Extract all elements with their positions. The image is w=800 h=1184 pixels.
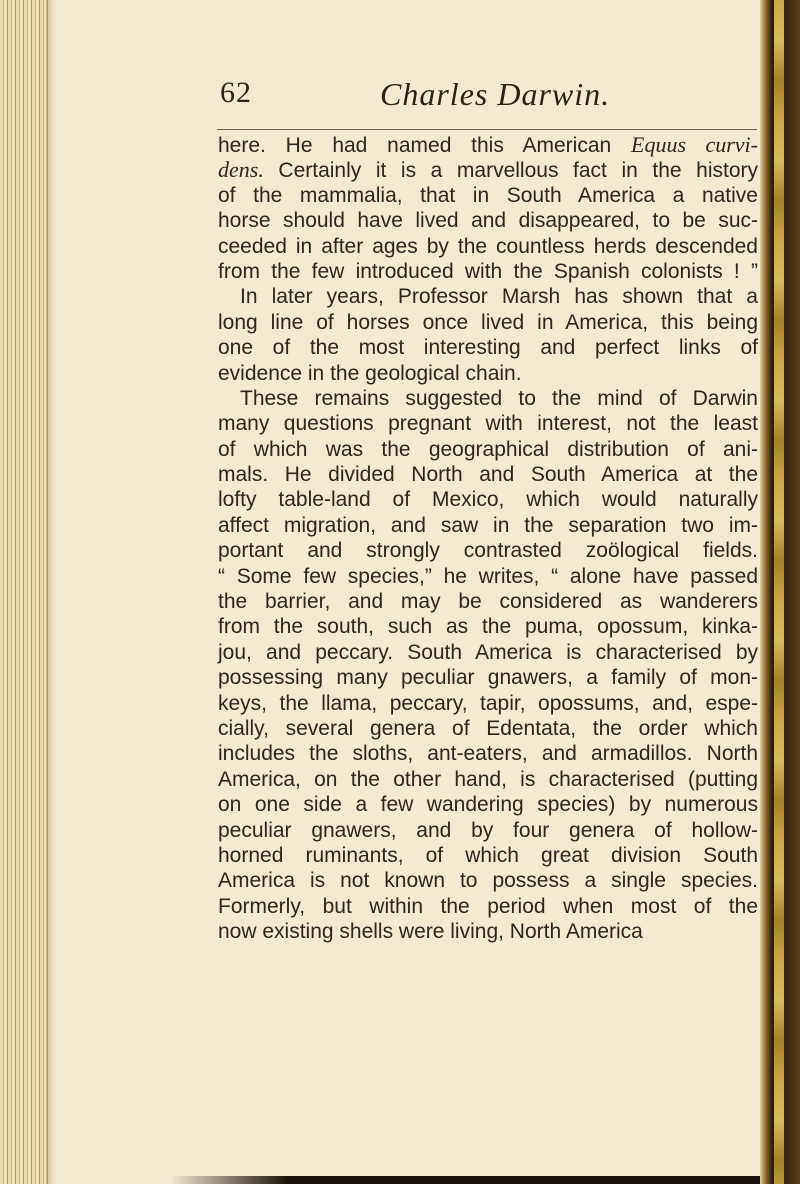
text-run: jou, and peccary. South America is characterised by <box>218 640 758 664</box>
text-run: peculiar gnawers, and by four genera of hollow- <box>218 818 758 842</box>
text-run: now existing shells were living, North America <box>218 920 643 944</box>
page-number: 62 <box>220 76 252 109</box>
text-run: one of the most interesting and perfect links of <box>218 336 758 360</box>
text-line <box>218 335 758 360</box>
text-line <box>218 665 758 690</box>
text-line <box>218 132 758 157</box>
header-rule <box>217 129 757 130</box>
text-run: possessing many peculiar gnawers, a family of mon- <box>218 666 758 690</box>
text-line <box>218 843 758 868</box>
text-line <box>218 868 758 893</box>
text-line <box>218 564 758 589</box>
text-run: cially, several genera of Edentata, the order which <box>218 716 758 740</box>
text-line <box>218 259 758 284</box>
text-line <box>218 741 758 766</box>
text-run: mals. He divided North and South America at the <box>218 463 758 487</box>
text-run: “ Some few species,” he writes, “ alone have passed <box>218 564 758 588</box>
page-stack-left-edge <box>0 0 48 1184</box>
text-run: Certainly it is a marvellous fact in the history <box>263 159 758 183</box>
text-run: of the mammalia, that in South America a native <box>218 183 758 207</box>
text-line <box>218 919 758 944</box>
italic-term: Equus curvi- <box>631 132 758 157</box>
text-line <box>218 691 758 716</box>
text-line <box>218 818 758 843</box>
text-line <box>218 487 758 512</box>
text-line <box>218 157 758 182</box>
text-run: These remains suggested to the mind of Darwin <box>240 386 758 410</box>
text-run: horned ruminants, of which great division South <box>218 843 758 867</box>
text-line <box>218 208 758 233</box>
text-run: portant and strongly contrasted zoölogical fields. <box>218 539 758 563</box>
book-edge-right <box>760 0 800 1184</box>
text-line <box>218 767 758 792</box>
text-run: from the south, such as the puma, opossum, kinka- <box>218 615 758 639</box>
text-run: evidence in the geological chain. <box>218 361 522 385</box>
text-line <box>218 411 758 436</box>
text-line <box>218 614 758 639</box>
text-run: affect migration, and saw in the separation two im- <box>218 513 758 537</box>
gilt-edge <box>774 0 784 1184</box>
text-run: of which was the geographical distribution of ani- <box>218 437 758 461</box>
text-line <box>218 716 758 741</box>
text-line <box>218 462 758 487</box>
text-run: In later years, Professor Marsh has shown that a <box>240 285 758 309</box>
text-run: the barrier, and may be considered as wanderers <box>218 590 758 614</box>
text-run: keys, the llama, peccary, tapir, opossums, and, espe- <box>218 691 758 715</box>
text-run: Formerly, but within the period when most of the <box>218 894 758 918</box>
text-run: from the few introduced with the Spanish colonists ! ” <box>218 259 758 283</box>
text-line <box>218 361 758 386</box>
text-line <box>218 310 758 335</box>
page-bottom-shadow <box>170 1176 760 1184</box>
running-title: Charles Darwin. <box>380 76 611 112</box>
text-line <box>218 538 758 563</box>
text-line <box>218 386 758 411</box>
text-run: America, on the other hand, is characterised (putting <box>218 767 758 791</box>
text-line <box>218 513 758 538</box>
text-line <box>218 284 758 309</box>
italic-term: dens. <box>218 157 264 183</box>
text-run: lofty table-land of Mexico, which would naturally <box>218 488 758 512</box>
text-line <box>218 234 758 259</box>
text-run: ceeded in after ages by the countless herds descended <box>218 234 758 258</box>
running-head <box>220 76 780 116</box>
text-run: horse should have lived and disappeared, to be suc- <box>218 209 758 233</box>
text-run: many questions pregnant with interest, not the least <box>218 412 758 436</box>
text-run: on one side a few wandering species) by numerous <box>218 793 758 817</box>
text-line <box>218 792 758 817</box>
body-text <box>218 132 758 945</box>
text-run: long line of horses once lived in America, this being <box>218 310 758 334</box>
text-line <box>218 640 758 665</box>
text-line <box>218 894 758 919</box>
text-line <box>218 437 758 462</box>
text-run: America is not known to possess a single species. <box>218 869 758 893</box>
text-run: here. He had named this American <box>218 134 631 157</box>
text-line <box>218 589 758 614</box>
text-line <box>218 183 758 208</box>
text-run: includes the sloths, ant-eaters, and armadillos. North <box>218 742 758 766</box>
